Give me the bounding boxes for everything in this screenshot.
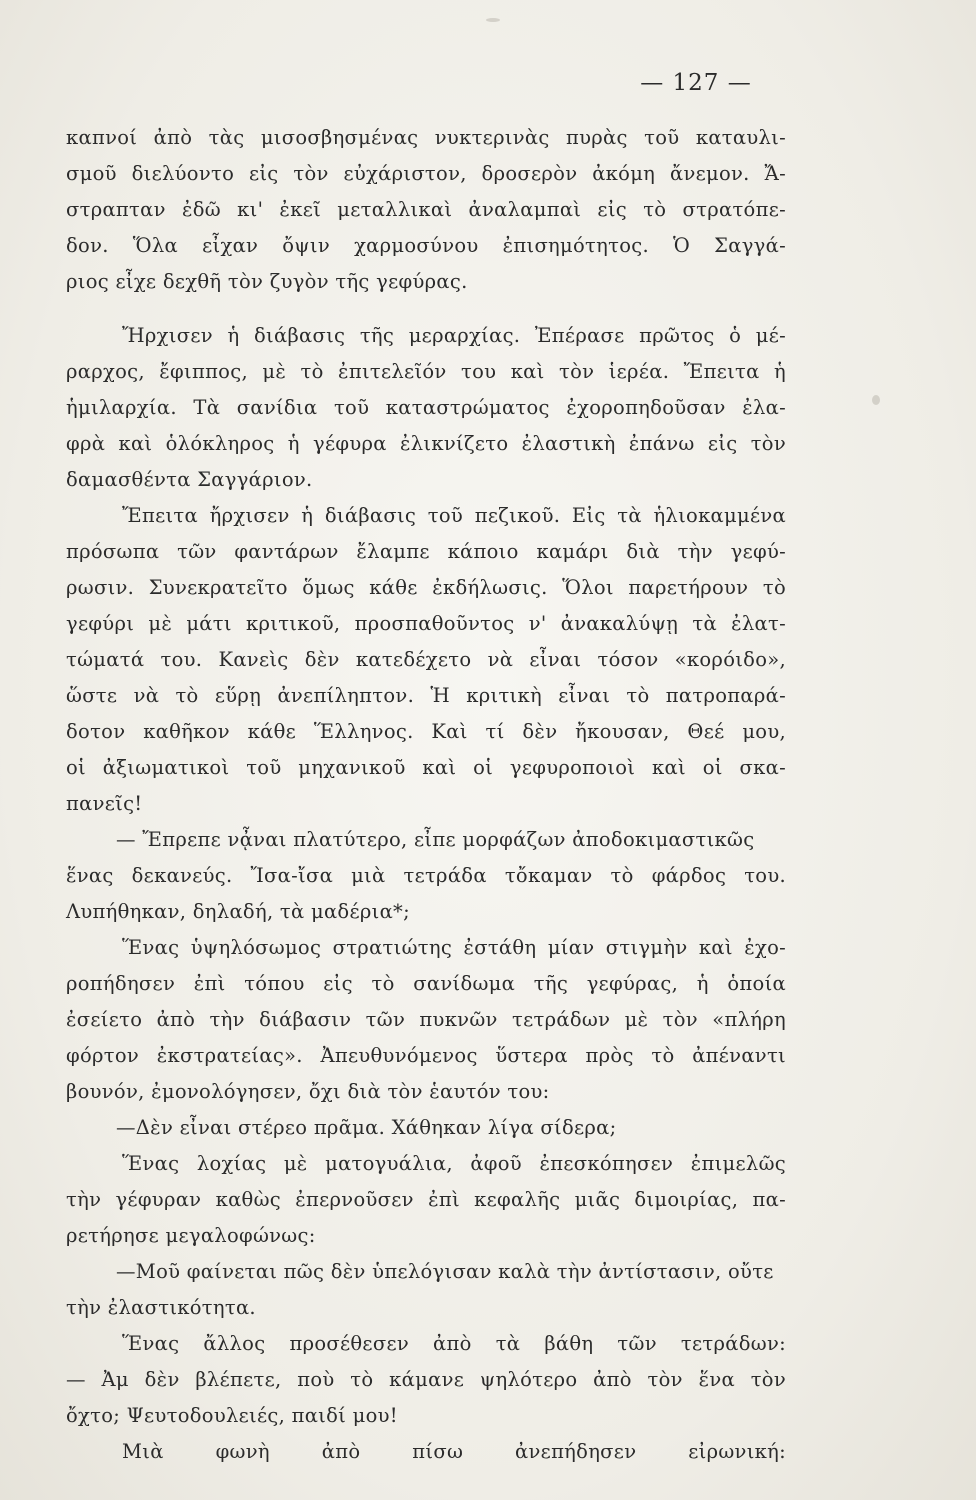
text-line: Ἤρχισεν ἡ διάβασις τῆς μεραρχίας. Ἐπέρασε πρῶτος ὁ μέ- <box>122 324 786 347</box>
text-line: —Μοῦ φαίνεται πῶς δὲν ὑπελόγισαν καλὰ τὴν ἀντίστασιν, οὔτε <box>116 1260 774 1283</box>
paragraph-gap <box>66 300 786 318</box>
text-line: ρετήρησε μεγαλοφώνως: <box>66 1224 316 1247</box>
text-line: δαμασθέντα Σαγγάριον. <box>66 468 313 491</box>
text-line: Μιὰ φωνὴ ἀπὸ πίσω ἀνεπήδησεν εἰρωνική: <box>122 1440 786 1463</box>
text-line: φρὰ καὶ ὁλόκληρος ἡ γέφυρα ἐλικνίζετο ἐλαστικὴ ἐπάνω εἰς τὸν <box>66 432 786 455</box>
paper-smudge <box>872 395 880 405</box>
text-line: —Δὲν εἶναι στέρεο πρᾶμα. Χάθηκαν λίγα σίδερα; <box>116 1116 617 1139</box>
text-line: ἡμιλαρχία. Τὰ σανίδια τοῦ καταστρώματος ἐχοροπηδοῦσαν ἐλα- <box>66 396 786 419</box>
text-line: Ἔπειτα ἤρχισεν ἡ διάβασις τοῦ πεζικοῦ. Εἰς τὰ ἡλιοκαμμένα <box>122 504 786 527</box>
text-line: πρόσωπα τῶν φαντάρων ἔλαμπε κάποιο καμάρι διὰ τὴν γεφύ- <box>66 540 786 563</box>
text-line: Ἕνας ἄλλος προσέθεσεν ἀπὸ τὰ βάθη τῶν τετράδων: <box>122 1332 786 1355</box>
text-line: τὴν γέφυραν καθὼς ἐπερνοῦσεν ἐπὶ κεφαλῆς μιᾶς διμοιρίας, πα- <box>66 1188 786 1211</box>
text-line: ὥστε νὰ τὸ εὕρῃ ἀνεπίληπτον. Ἡ κριτικὴ εἶναι τὸ πατροπαρά- <box>66 684 786 707</box>
text-line: δοτον καθῆκον κάθε Ἕλληνος. Καὶ τί δὲν ἤκουσαν, Θεέ μου, <box>66 720 786 743</box>
text-line: ρωσιν. Συνεκρατεῖτο ὅμως κάθε ἐκδήλωσις. Ὅλοι παρετήρουν τὸ <box>66 576 786 599</box>
paper-smudge <box>486 18 500 22</box>
text-line: γεφύρι μὲ μάτι κριτικοῦ, προσπαθοῦντος ν' ἀνακαλύψῃ τὰ ἐλατ- <box>66 612 786 635</box>
text-line: οἱ ἀξιωματικοὶ τοῦ μηχανικοῦ καὶ οἱ γεφυροποιοὶ καὶ οἱ σκα- <box>66 756 786 779</box>
text-line: ριος εἶχε δεχθῆ τὸν ζυγὸν τῆς γεφύρας. <box>66 270 468 293</box>
text-line: Ἕνας λοχίας μὲ ματογυάλια, ἀφοῦ ἐπεσκόπησεν ἐπιμελῶς <box>122 1152 786 1175</box>
text-line: ἕνας δεκανεύς. Ἴσα-ἴσα μιὰ τετράδα τὄκαμαν τὸ φάρδος του. <box>66 864 786 887</box>
page-number: — 127 — <box>640 70 752 96</box>
text-line: δον. Ὅλα εἶχαν ὄψιν χαρμοσύνου ἐπισημότητος. Ὁ Σαγγά- <box>66 234 786 257</box>
text-line: Λυπήθηκαν, δηλαδή, τὰ μαδέρια*; <box>66 900 410 923</box>
body-text <box>66 120 786 1470</box>
text-line: καπνοί ἀπὸ τὰς μισοσβησμένας νυκτερινὰς πυρὰς τοῦ καταυλι- <box>66 126 786 149</box>
text-line: τὴν ἐλαστικότητα. <box>66 1296 256 1319</box>
text-line: ἐσείετο ἀπὸ τὴν διάβασιν τῶν πυκνῶν τετράδων μὲ τὸν «πλήρη <box>66 1008 786 1031</box>
text-line: ραρχος, ἔφιππος, μὲ τὸ ἐπιτελεῖόν του καὶ τὸν ἱερέα. Ἔπειτα ἡ <box>66 360 786 383</box>
text-line: Ἕνας ὑψηλόσωμος στρατιώτης ἐστάθη μίαν στιγμὴν καὶ ἐχο- <box>122 936 786 959</box>
text-line: στραπταν ἐδῶ κι' ἐκεῖ μεταλλικαὶ ἀναλαμπαὶ εἰς τὸ στρατόπε- <box>66 198 786 221</box>
text-line: σμοῦ διελύοντο εἰς τὸν εὐχάριστον, δροσερὸν ἀκόμη ἄνεμον. Ἄ- <box>66 162 786 185</box>
text-line: — Ἀμ δὲν βλέπετε, ποὺ τὸ κάμανε ψηλότερο ἀπὸ τὸν ἕνα τὸν <box>66 1368 786 1391</box>
text-line: ὄχτο; Ψευτοδουλειές, παιδί μου! <box>66 1404 398 1427</box>
text-line: πανεῖς! <box>66 792 143 815</box>
text-line: φόρτον ἐκστρατείας». Ἀπευθυνόμενος ὕστερα πρὸς τὸ ἀπέναντι <box>66 1044 786 1067</box>
text-line: τώματά του. Κανεὶς δὲν κατεδέχετο νὰ εἶναι τόσον «κορόιδο», <box>66 648 786 671</box>
text-line: — Ἔπρεπε νᾆναι πλατύτερο, εἶπε μορφάζων ἀποδοκιμαστικῶς <box>116 828 755 851</box>
text-line: βουνόν, ἐμονολόγησεν, ὄχι διὰ τὸν ἑαυτόν του: <box>66 1080 550 1103</box>
text-line: ροπήδησεν ἐπὶ τόπου εἰς τὸ σανίδωμα τῆς γεφύρας, ἡ ὁποία <box>66 972 786 995</box>
